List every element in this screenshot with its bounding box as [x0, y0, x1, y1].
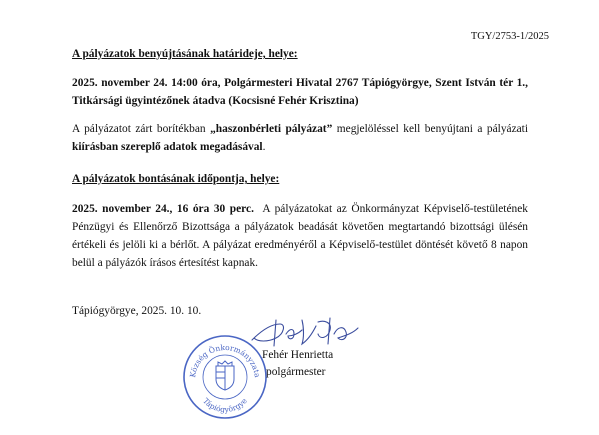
opening-heading: A pályázatok bontásának időpontja, helye:	[72, 173, 280, 185]
stamp-bottom-text: Tápiógyörgye	[201, 396, 249, 415]
submission-paragraph	[72, 120, 528, 156]
deadline-heading: A pályázatok benyújtásának határideje, helye:	[72, 48, 298, 60]
stamp-top-text: Község Önkormányzata	[188, 342, 262, 379]
signatory-title: polgármester	[266, 366, 326, 378]
opening-time: 2025. november 24., 16 óra 30 perc.	[72, 203, 254, 215]
submission-label: „haszonbérleti pályázat”	[210, 123, 333, 135]
submission-text-2: megjelöléssel kell benyújtani a pályázati	[332, 123, 529, 135]
handwritten-signature	[246, 312, 364, 354]
place-and-date: Tápiógyörgye, 2025. 10. 10.	[72, 305, 202, 317]
signatory-name: Fehér Henrietta	[262, 349, 334, 361]
submission-text-1: A pályázatot zárt borítékban	[72, 123, 211, 135]
submission-text-3: .	[262, 141, 266, 153]
document-reference-number: TGY/2753-1/2025	[470, 31, 549, 42]
deadline-text: 2025. november 24. 14:00 óra, Polgármesteri Hivatal 2767 Tápiógyörgye, Szent István tér 1., Titkársági ügyintézőnek átadva (Kocsisné Fehér Krisztina)	[72, 77, 528, 107]
coat-of-arms-icon	[216, 361, 234, 390]
submission-requirement: kiírásban szereplő adatok megadásával	[72, 141, 263, 153]
opening-paragraph	[72, 200, 528, 272]
opening-text: A pályázatokat az Önkormányzat Képviselő-testületének Pénzügyi és Ellenőrző Bizottsága a pályázatok beadását követően megtartandó bizottsági ülésén értékeli és jelöli ki a bérlőt. A pályázat eredményéről a Képviselő-testület döntését követő 8 napon belül a pályázók írásos értesítést kapnak.	[72, 203, 528, 269]
